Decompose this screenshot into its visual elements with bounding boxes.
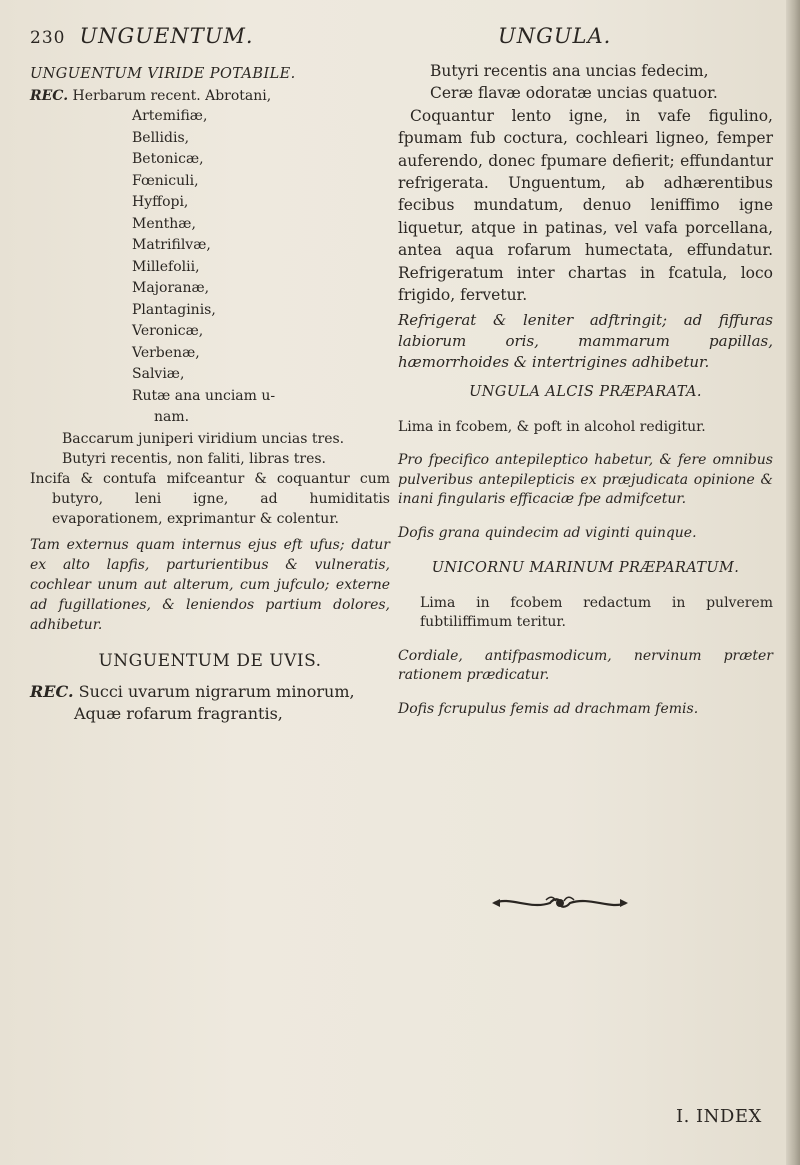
- butyri-sedecim: Butyri recentis ana uncias fedecim,: [430, 62, 709, 80]
- coquantur-paragraph: Coquantur lento igne, in vafe figulino, fpumam fub coctura, cochleari ligneo, femper auferendo, donec fpumare defierit; effundantur refrigerata. Unguentum, ab adhærentibus fecibus mundatum, denuo leniffimo igne liquetur, atque in patinas, vel vafa porcellana, antea aqua rofarum humectata, effundatur. Refrigeratum inter chartas in fcatula, loco frigido, fervetur.: [398, 106, 773, 305]
- herb-item: Plantaginis,: [132, 301, 216, 318]
- ungula-usage: Pro fpecifico antepileptico habetur, & fere omnibus pulveribus antepilepticis ex præjudicata opinione & inani fingularis efficaciæ fpe admifcetur.: [398, 452, 773, 508]
- ornament-icon: [490, 892, 630, 914]
- cerae-line: Ceræ flavæ odoratæ uncias quatuor.: [430, 84, 718, 103]
- herb-list: [30, 106, 390, 429]
- rec-label: REC.: [30, 88, 69, 104]
- herb-item: Verbenæ,: [132, 344, 200, 361]
- recipe-intro: [30, 86, 390, 106]
- section-title-unicornu: UNICORNU MARINUM PRÆPARATUM.: [431, 560, 740, 577]
- herb-item: Bellidis,: [132, 129, 190, 146]
- herb-item: Millefolii,: [132, 258, 200, 275]
- page-edge: [786, 0, 800, 1165]
- ungula-dose: Dofis grana quindecim ad viginti quinque.: [398, 524, 697, 541]
- refrigerat-paragraph: Refrigerat & leniter adftringit; ad fiffuras labiorum oris, mammarum papillas, hæmorrhoides & intertrigines adhibetur.: [398, 311, 773, 372]
- butyri-line: Butyri recentis, non faliti, libras tres.: [62, 450, 326, 467]
- herb-item: Majoranæ,: [132, 280, 210, 296]
- left-header: [30, 24, 254, 48]
- uvis-ingredient-1: Succi uvarum nigrarum minorum,: [78, 681, 355, 701]
- unicornu-method: Lima in fcobem redactum in pulverem fubtiliffimum teritur.: [420, 594, 773, 631]
- herb-item: Fœniculi,: [132, 172, 199, 189]
- herb-item: Artemifiæ,: [132, 108, 208, 124]
- ungula-method: Lima in fcobem, & poft in alcohol redigitur.: [398, 418, 706, 435]
- herb-item: Menthæ,: [132, 215, 196, 232]
- section-title-viride: UNGUENTUM VIRIDE POTABILE.: [30, 66, 296, 82]
- baccarum-line: Baccarum juniperi viridium uncias tres.: [62, 430, 345, 447]
- herb-item: Salviæ,: [132, 366, 185, 382]
- left-running-head: UNGUENTUM.: [79, 24, 254, 48]
- herb-item: Matrifilvæ,: [132, 237, 211, 253]
- rec-label-uvis: REC.: [30, 681, 74, 701]
- herb-item-last: Rutæ ana unciam u-: [132, 387, 276, 404]
- herb-item: Betonicæ,: [132, 151, 204, 167]
- uvis-ingredient-2: Aquæ rofarum fragrantis,: [74, 703, 283, 723]
- herb-intro: Herbarum recent. Abrotani,: [72, 88, 272, 104]
- unicornu-dose: Dofis fcrupulus femis ad drachmam femis.: [398, 700, 699, 717]
- section-title-ungula: UNGULA ALCIS PRÆPARATA.: [469, 384, 702, 401]
- right-running-head: UNGULA.: [498, 24, 612, 48]
- section-title-uvis: UNGUENTUM DE UVIS.: [98, 650, 322, 671]
- herb-item: Veronicæ,: [132, 323, 204, 339]
- herb-item: Hyffopi,: [132, 194, 189, 210]
- right-column: [398, 60, 773, 733]
- catchword: I. INDEX: [676, 1106, 762, 1127]
- usage-paragraph: Tam externus quam internus ejus eft ufus; datur ex alto lapfis, parturientibus & vulneratis, cochlear unum aut alterum, cum jufculo; externe ad fugillationes, & leniendos partium dolores, adhibetur.: [30, 536, 390, 633]
- page-number: 230: [30, 28, 66, 48]
- uvis-recipe: [30, 681, 390, 725]
- unicornu-usage: Cordiale, antifpasmodicum, nervinum præter rationem prædicatur.: [398, 647, 773, 684]
- uvis-line-1: [30, 681, 390, 703]
- left-column: [30, 64, 390, 725]
- method-paragraph: Incifa & contufa mifceantur & coquantur cum butyro, leni igne, ad humiditatis evaporationem, exprimantur & colentur.: [30, 470, 390, 527]
- herb-item-cont: nam.: [154, 409, 190, 425]
